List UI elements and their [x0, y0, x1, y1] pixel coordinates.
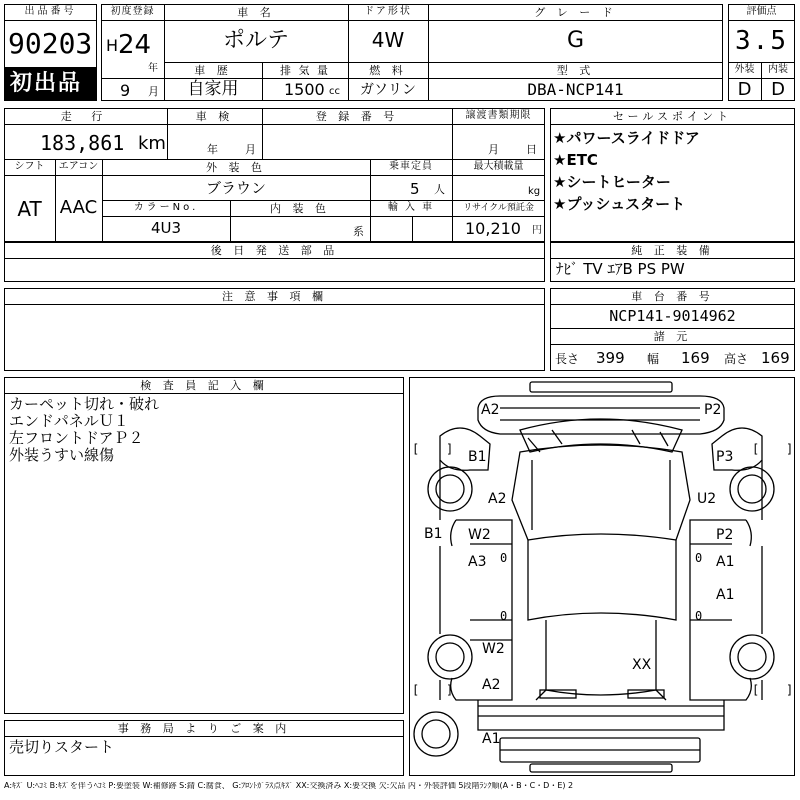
- damage-mark: A3: [468, 554, 487, 570]
- mileage-label: 走 行: [60, 110, 111, 123]
- int-score: D: [771, 79, 785, 100]
- inspection-label: 車 検: [195, 110, 234, 123]
- office-message: 売切りスタート: [9, 738, 115, 756]
- sales-point-item: ★プッシュスタート: [553, 195, 686, 213]
- dimensions-label: 諸 元: [653, 330, 692, 343]
- inspector-line: エンドパネルＵ１: [9, 412, 129, 430]
- lot-label: 出品番号: [24, 6, 77, 17]
- registration-era: H: [106, 36, 119, 55]
- bracket-mark: ]: [786, 442, 794, 456]
- max-load-unit: kg: [528, 186, 541, 197]
- sales-points-label: セールスポイント: [612, 110, 732, 123]
- capacity-unit: 人: [434, 183, 445, 196]
- model-code-label: 型 式: [556, 64, 595, 77]
- history-label: 車 歴: [194, 64, 232, 77]
- bracket-mark: [: [752, 683, 760, 697]
- registration-year-unit: 年: [148, 63, 158, 74]
- pillar-mark: 0: [695, 551, 703, 565]
- model-code: DBA-NCP141: [527, 80, 624, 99]
- grade: G: [566, 28, 585, 53]
- registration-label: 初度登録: [110, 6, 155, 17]
- score-label: 評価点: [746, 6, 777, 17]
- damage-mark: B1: [468, 449, 487, 465]
- import-label: 輸 入 車: [387, 202, 435, 213]
- registration-month-unit: 月: [148, 85, 159, 98]
- recycle-unit: 円: [532, 225, 542, 236]
- damage-mark: U2: [697, 491, 717, 507]
- length-label: 長さ: [555, 352, 580, 366]
- bracket-mark: [: [752, 442, 760, 456]
- damage-mark: A1: [482, 731, 501, 747]
- inspector-line: 外装うすい線傷: [9, 446, 115, 464]
- grade-label: グ レ ー ド: [534, 6, 617, 19]
- first-listing-label: 初出品: [10, 71, 83, 96]
- length: 399: [596, 349, 625, 367]
- bracket-mark: ]: [786, 683, 794, 697]
- legend: A:ｷｽﾞ U:ﾍｺﾐ B:ｷｽﾞを伴うﾍｺﾐ P:要塗装 W:補修跡 S:錆 C:腐食、 G:ﾌﾛﾝﾄｶﾞﾗｽ点ｷｽﾞ XX:交換済み X:要交換 欠:欠品 内・外装評価 5段階ﾗﾝｸ順(A・B・C・D・E) 2: [4, 782, 574, 790]
- damage-mark: P2: [716, 527, 734, 543]
- displacement-label: 排 気 量: [280, 64, 330, 77]
- office-label: 事 務 局 よ り ご 案 内: [117, 722, 291, 735]
- damage-mark: A2: [488, 491, 507, 507]
- notes-label: 注 意 事 項 欄: [222, 290, 327, 303]
- ext-score-label: 外装: [734, 64, 755, 75]
- sales-point-item: ★ETC: [553, 151, 598, 169]
- width: 169: [681, 349, 710, 367]
- door-type-label: ドア形状: [364, 6, 412, 17]
- shift: AT: [17, 197, 42, 221]
- lot-number: 90203: [8, 27, 93, 60]
- interior-color-label: 内 装 色: [270, 202, 330, 215]
- height: 169: [761, 349, 790, 367]
- pillar-mark: 0: [695, 609, 703, 623]
- mileage: 183,861: [40, 131, 125, 155]
- damage-mark: A2: [481, 402, 500, 418]
- inspector-line: 左フロントドアＰ２: [9, 429, 144, 447]
- door-type: 4W: [371, 28, 405, 52]
- color-no: 4U3: [150, 219, 182, 237]
- displacement: 1500: [284, 80, 325, 99]
- aircon: AAC: [59, 197, 98, 218]
- later-parts-label: 後 日 発 送 部 品: [210, 244, 339, 257]
- damage-mark: P2: [704, 402, 722, 418]
- recycle: 10,210: [465, 219, 521, 238]
- capacity: 5: [410, 180, 420, 198]
- transfer-docs-month-unit: 月: [488, 143, 499, 156]
- width-label: 幅: [647, 352, 660, 366]
- sales-point-item: ★シートヒーター: [553, 173, 671, 191]
- pillar-mark: 0: [500, 609, 508, 623]
- damage-mark: W2: [468, 527, 491, 543]
- color-no-label: カラーNo.: [133, 202, 199, 213]
- chassis-number: NCP141-9014962: [609, 307, 736, 325]
- genuine-equipment-label: 純 正 装 備: [631, 244, 714, 257]
- registration-month: 9: [120, 81, 131, 100]
- transfer-docs-label: 譲渡書類期限: [465, 110, 532, 121]
- transfer-docs-day-unit: 日: [526, 143, 537, 156]
- fuel: ガソリン: [360, 82, 416, 98]
- interior-color-suffix: 系: [353, 225, 364, 238]
- fuel-label: 燃 料: [369, 64, 407, 77]
- bracket-mark: ]: [446, 683, 454, 697]
- damage-mark: B1: [424, 526, 443, 542]
- aircon-label: エアコン: [58, 161, 99, 172]
- bracket-mark: ]: [446, 442, 454, 456]
- capacity-label: 乗車定員: [389, 161, 433, 172]
- car-name-label: 車 名: [237, 6, 275, 19]
- pillar-mark: 0: [500, 551, 508, 565]
- int-score-label: 内装: [768, 64, 788, 75]
- inspector-label: 検 査 員 記 入 欄: [140, 379, 268, 392]
- max-load-label: 最大積載量: [473, 161, 524, 172]
- history: 自家用: [187, 79, 239, 99]
- score-value: 3.5: [735, 26, 788, 56]
- car-diagram: [409, 377, 795, 776]
- damage-mark: XX: [632, 657, 652, 673]
- recycle-label: リサイクル預託金: [463, 203, 534, 213]
- damage-mark: A1: [716, 554, 735, 570]
- bracket-mark: [: [412, 683, 420, 697]
- plate-label: 登 録 番 号: [315, 110, 399, 123]
- damage-mark: A1: [716, 587, 735, 603]
- shift-label: シフト: [14, 161, 45, 172]
- car-name: ポルテ: [222, 28, 289, 53]
- chassis-label: 車 台 番 号: [631, 290, 714, 303]
- inspection-year-unit: 年: [207, 143, 218, 156]
- inspection-month-unit: 月: [245, 143, 256, 156]
- exterior-color: ブラウン: [205, 179, 266, 197]
- height-label: 高さ: [724, 352, 749, 366]
- sales-point-item: ★パワースライドドア: [553, 129, 700, 147]
- damage-mark: P3: [716, 449, 734, 465]
- displacement-unit: cc: [329, 86, 340, 97]
- damage-mark: W2: [482, 641, 505, 657]
- exterior-color-label: 外 装 色: [206, 161, 266, 174]
- damage-mark: A2: [482, 677, 501, 693]
- genuine-equipment: ﾅﾋﾞ TV ｴｱB PS PW: [556, 260, 685, 278]
- inspector-line: カーペット切れ・破れ: [9, 395, 160, 413]
- ext-score: D: [737, 79, 752, 100]
- registration-year: 24: [118, 30, 152, 60]
- bracket-mark: [: [412, 442, 420, 456]
- mileage-unit: km: [138, 133, 166, 154]
